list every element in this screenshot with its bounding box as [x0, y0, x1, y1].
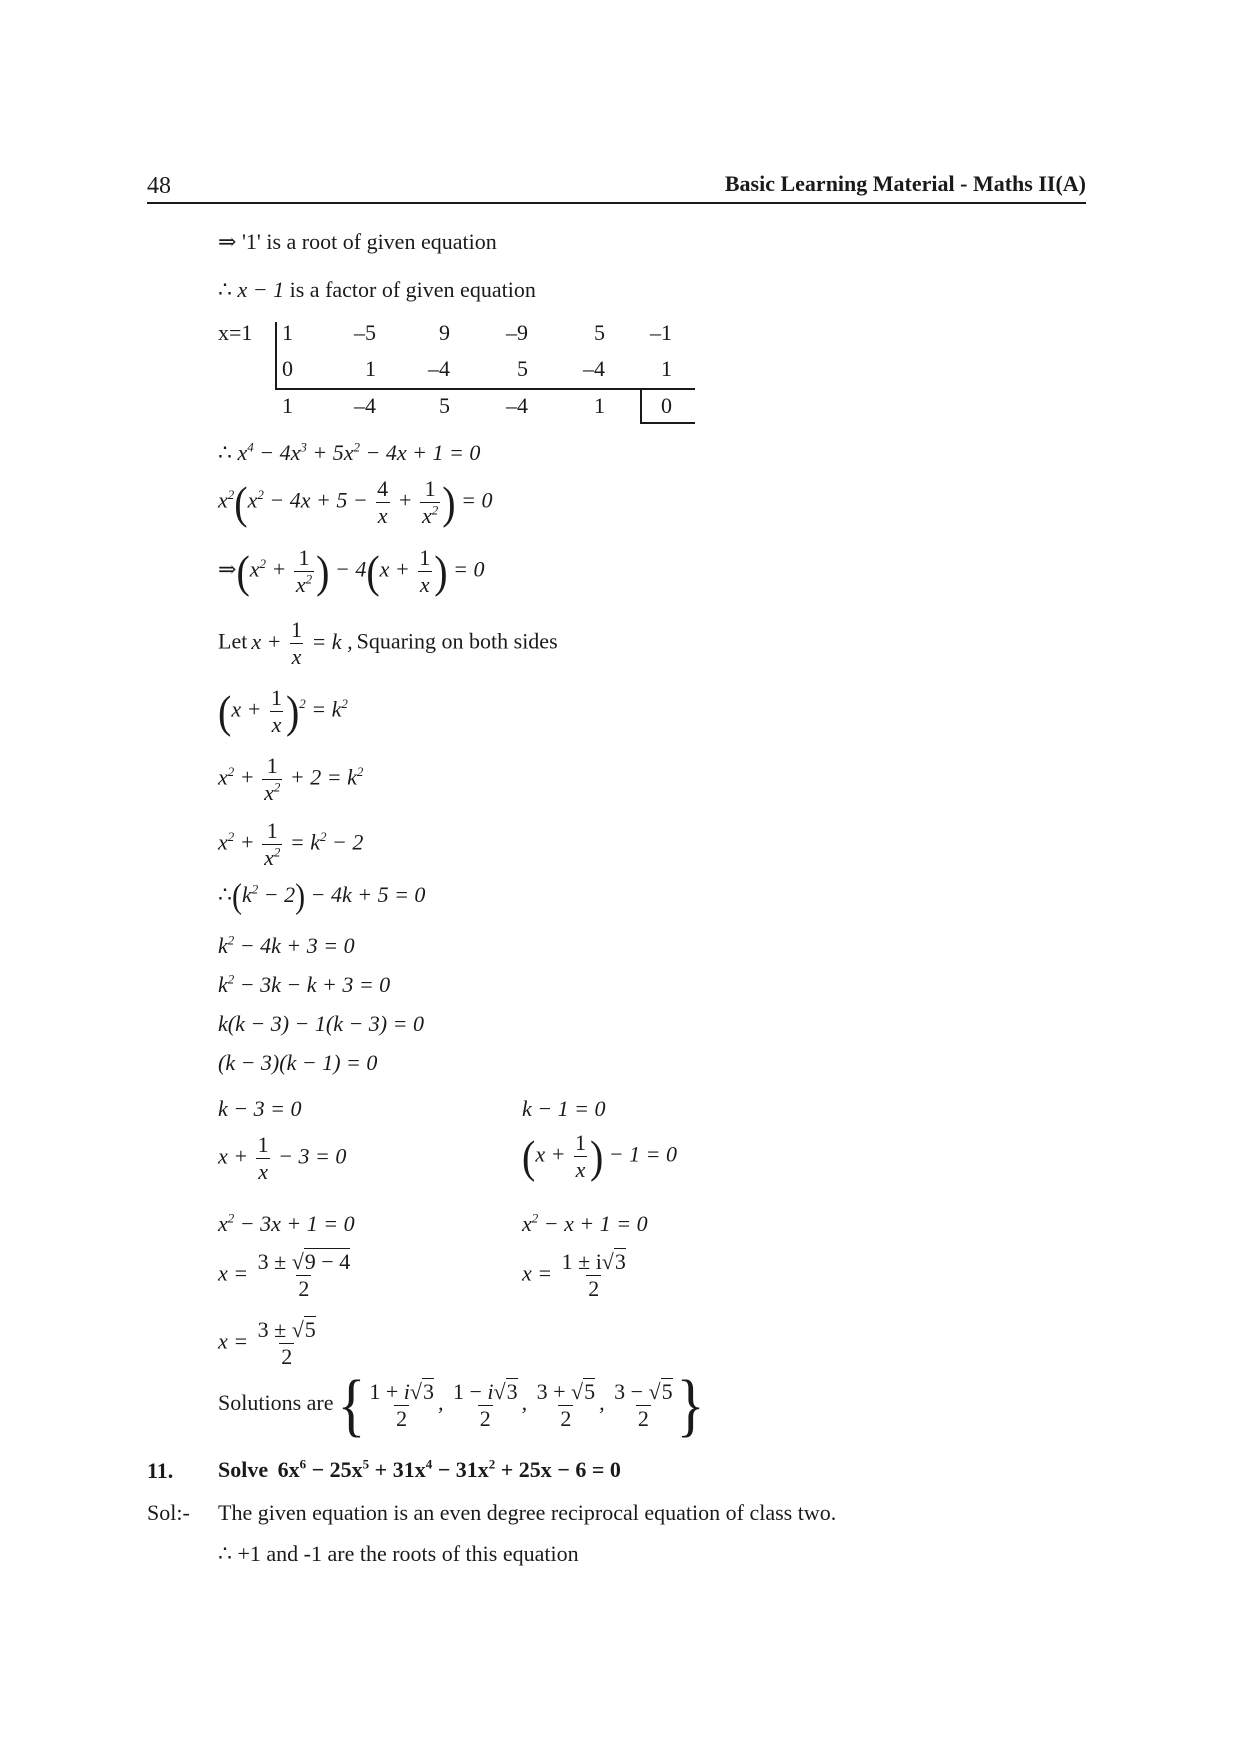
statement-text: '1' is a root of given equation: [241, 229, 497, 254]
equation-rearranged: $x^2$ + $\frac{1}{x^2}$ = $k^2 - 2$: [218, 818, 364, 870]
division-cell: 1: [661, 356, 672, 381]
implies-line: [218, 229, 497, 255]
equation-square: (x + $\frac{1}{x}$ )$^2 = k^2$: [218, 685, 348, 737]
equation-k-factored: (k − 3)(k − 1) = 0: [218, 1050, 378, 1075]
case-k-1: k − 1 = 0: [522, 1096, 606, 1121]
division-horizontal-rule: [275, 388, 695, 390]
solutions-label: Solutions are: [218, 1390, 334, 1416]
case-k-3-roots: x = $\frac{3 \pm √5}{2}$: [218, 1317, 316, 1369]
case-k-3-quadratic: $x^2 - 3x + 1 = 0$: [218, 1210, 355, 1236]
squaring-text: Squaring on both sides: [356, 628, 558, 654]
solution-label: Sol:-: [147, 1500, 190, 1525]
equation-k-split: $k^2 - 3k - k + 3 = 0$: [218, 971, 391, 997]
running-title: Basic Learning Material - Maths II(A): [724, 171, 1086, 196]
division-cell: –4: [506, 393, 528, 418]
case-k-3-substitution: x + $\frac{1}{x}$ − 3 = 0: [218, 1132, 347, 1184]
therefore-symbol: ∴: [218, 277, 232, 302]
factor-line: [218, 277, 536, 303]
solution-text: The given equation is an even degree reciprocal equation of class two.: [218, 1500, 837, 1525]
question-number: 11.: [147, 1458, 174, 1483]
division-cell: 1: [365, 356, 376, 381]
division-cell: 1: [282, 320, 293, 345]
question-statement: [218, 1457, 621, 1483]
equation-grouped: $\Rightarrow(x^2$ + $\frac{1}{x^2}$ ) − 4(x + $\frac{1}{x}$ ) = 0: [218, 545, 485, 597]
substitution-expression: x + $\frac{1}{x}$ = k ,: [251, 617, 353, 669]
solutions-set: { $\frac{1 + i√3}{2}$ , $\frac{1 - i√3}{2}$ , $\frac{3 + √5}{2}$ , $\frac{3 - √5}{2}$ }: [337, 1365, 705, 1444]
equation-expand: $x^2$ + $\frac{1}{x^2}$ + $2 = k^2$: [218, 753, 364, 805]
implies-symbol: ⇒: [218, 229, 237, 254]
division-cell: –1: [650, 320, 672, 345]
therefore-symbol: ∴: [218, 1541, 232, 1566]
equation-k-quadratic: $k^2 - 4k + 3 = 0$: [218, 932, 355, 958]
let-text: Let: [218, 628, 248, 654]
division-cell: –4: [583, 356, 605, 381]
division-label: x=1: [218, 320, 253, 345]
case-k-1-substitution: (x + $\frac{1}{x}$ ) − 1 = 0: [522, 1130, 677, 1182]
page-number: 48: [147, 173, 171, 199]
division-cell: 0: [661, 393, 672, 418]
division-cell: –4: [354, 393, 376, 418]
division-cell: 5: [594, 320, 605, 345]
division-cell: 0: [282, 356, 293, 381]
question-equation: $6x^6 - 25x^5 + 31x^4 - 31x^2 + 25x - 6 = 0$: [272, 1456, 621, 1482]
factor-expression: x − 1: [237, 277, 285, 302]
case-k-3-formula: x = $\frac{3 \pm √9 - 4}{2}$: [218, 1249, 351, 1301]
header-rule: [147, 202, 1086, 204]
division-cell: 9: [439, 320, 450, 345]
division-cell: 5: [517, 356, 528, 381]
equation-quartic: ∴ $x^4 - 4x^3 + 5x^2 - 4x + 1 = 0$: [218, 439, 481, 465]
division-cell: 1: [594, 393, 605, 418]
roots-text: +1 and -1 are the roots of this equation: [237, 1541, 579, 1566]
solutions-line: [218, 1365, 705, 1444]
case-k-1-roots: x = $\frac{1 \pm i√3}{2}$: [522, 1249, 626, 1301]
division-cell: 1: [282, 393, 293, 418]
roots-line: [218, 1541, 579, 1567]
equation-k-group: k(k − 3) − 1(k − 3) = 0: [218, 1011, 424, 1036]
remainder-box-bottom: [640, 422, 695, 424]
question-label: Solve: [218, 1457, 269, 1482]
statement-text: is a factor of given equation: [289, 277, 536, 302]
case-k-3: k − 3 = 0: [218, 1096, 302, 1121]
division-cell: –9: [506, 320, 528, 345]
division-cell: –4: [428, 356, 450, 381]
equation-divide-x2: $x^2(x^2 - 4x + 5$ − $\frac{4}{x}$ + $\frac{1}{x^2}$ ) = 0: [218, 476, 493, 528]
division-cell: 5: [439, 393, 450, 418]
division-cell: –5: [354, 320, 376, 345]
substitution-line: [218, 617, 558, 670]
equation-substituted: $\therefore(k^2 - 2) - 4k + 5 = 0$: [218, 877, 426, 916]
case-k-1-quadratic: $x^2 - x + 1 = 0$: [522, 1210, 648, 1236]
